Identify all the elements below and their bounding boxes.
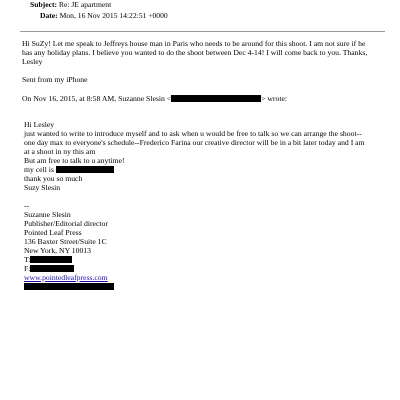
header-divider: [20, 31, 385, 32]
redacted-phone: [30, 256, 72, 263]
redacted-cell-number: [56, 166, 114, 173]
signature-address1: 136 Baxter Street/Suite 1C: [24, 237, 107, 246]
cell-line: [24, 165, 114, 174]
quoted-line: one day max to everyone's schedule--Frederico Farina our creative director will be in a bit later today and I am: [24, 138, 365, 147]
date-value: Mon, 16 Nov 2015 14:22:51 +0000: [59, 11, 168, 20]
signature-name: Suzanne Slesin: [24, 210, 71, 219]
sent-from-text: Sent from my iPhone: [22, 75, 88, 84]
attribution-suffix: > wrote:: [261, 94, 288, 103]
signature-fax: [24, 264, 74, 273]
date-label: Date:: [40, 11, 58, 20]
signature-title: Publisher/Editorial director: [24, 219, 108, 228]
subject-value: Re: JE apartment: [58, 0, 112, 9]
redacted-email: [171, 95, 261, 102]
signature-phone: [24, 255, 72, 264]
thanks-line: thank you so much: [24, 174, 83, 183]
signature-website[interactable]: [24, 273, 108, 282]
signature-redacted-line: [24, 282, 114, 291]
reply-line: Hi SuZy! Let me speak to Jeffreys house man in Paris who needs to be around for this shoot. I am not sure if he: [22, 39, 366, 48]
sender-name: Suzy Slesin: [24, 183, 61, 192]
cell-label: my cell is: [24, 165, 54, 174]
quoted-line: But am free to talk to u anytime!: [24, 156, 125, 165]
subject-row: [30, 0, 111, 9]
redacted-signature-line: [24, 283, 114, 290]
reply-line: Lesley: [22, 57, 43, 66]
signature-company: Pointed Leaf Press: [24, 228, 82, 237]
website-link[interactable]: www.pointedleafpress.com: [24, 273, 108, 282]
date-row: [40, 11, 168, 20]
attribution-prefix: On Nov 16, 2015, at 8:58 AM, Suzanne Slesin <: [22, 94, 172, 103]
quoted-line: Hi Lesley: [24, 120, 55, 129]
subject-label: Subject:: [30, 0, 57, 9]
attribution-line: [22, 94, 287, 103]
phone-label: T:: [24, 255, 31, 264]
signature-address2: New York, NY 10013: [24, 246, 91, 255]
fax-label: F:: [24, 264, 31, 273]
signature-separator: --: [24, 201, 30, 210]
quoted-line: at a shoot in ny this am: [24, 147, 96, 156]
quoted-line: just wanted to write to introduce myself and to ask when u would be free to talk so we can arrange the shoot--: [24, 129, 362, 138]
redacted-fax: [30, 265, 74, 272]
reply-line: has any holiday plans. I believe you wanted to do the shoot between Dec 4-14! I will come back to you. Thanks,: [22, 48, 368, 57]
